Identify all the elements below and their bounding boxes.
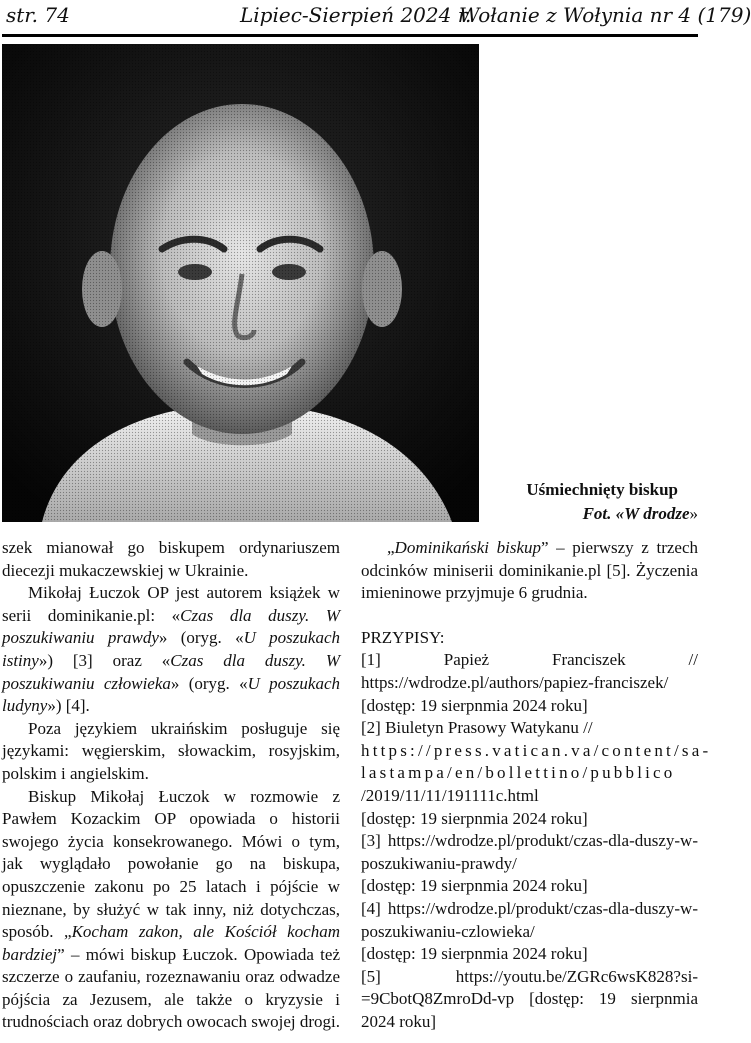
episode-title: Dominikański biskup [394,538,541,557]
footnote-2: [2] Biuletyn Prasowy Watykanu // [361,718,593,738]
left-column [2,537,340,1034]
text-run: » (oryg. « [170,673,248,693]
credit-prefix: Fot. « [582,504,625,523]
footnote-4-access: [dostęp: 19 sierpnmia 2024 roku] [361,944,588,964]
footnotes-title: PRZYPISY: [361,627,445,647]
paragraph-continuation: szek mianował go biskupem ordynariuszem diecezji mukaczewskiej w Ukrainie. [2,538,340,580]
credit-suffix: » [689,504,698,523]
footnote-3-access: [dostęp: 19 sierpnmia 2024 roku] [361,876,588,896]
text-run: „ [387,538,395,557]
footnote-5: [5] https://youtu.be/ZGRc6wsK828?si=9CbotQ8ZmroDd-vp [dostęp: 19 sierpnmia 2024 roku] [361,966,698,1031]
book-title: Czas dla duszy. W poszukiwaniu prawdy [2,605,340,648]
right-column [361,537,709,1033]
text-run: ” – mówi biskup Łuczok. Opowiada też szczerze o zaufaniu, rozeznawaniu oraz odwadze pójścia za Jezusem, ale także o kryzysie i trudnościach oraz dobrych owocach swojej drogi. [2,944,340,1032]
text-run: Biskup Mikołaj Łuczok w rozmowie z Pawłem Kozackim OP opowiada o historii swojego życia konsekrowanego. Mówi o tym, jak wyglądało powołanie go na biskupa, opuszczenie zakonu po 25 latach i pójście w nieznane, by służyć w tak inny, niż dotychczas, sposób. „ [2,786,340,942]
footnote-1-access: [dostęp: 19 sierpnmia 2024 roku] [361,695,588,715]
book-original-title: U poszukach istiny [2,628,340,670]
text-run: » (oryg. « [158,628,244,648]
book-original-title: U poszukach ludyny [2,673,340,716]
spacer [361,605,698,627]
footnote-2-url: https://press.vatican.va/content/salastampa/en/bollettino/pubblico [361,740,709,783]
footnote-1: [1] Papież Franciszek // https://wdrodze.pl/authors/papiez-franciszek/ [361,650,698,692]
text-run: ») [4]. [47,696,90,716]
footnote-4: [4] https://wdrodze.pl/produkt/czas-dla-duszy-w-poszukiwaniu-czlowieka/ [361,898,698,941]
paragraph-interview [2,786,340,1035]
text-run: ») [3] oraz « [38,650,171,670]
page-number: str. 74 [6,3,70,27]
portrait-illustration [2,44,479,522]
photo-credit [583,502,698,526]
book-title: Czas dla duszy. W poszukiwaniu człowieka [2,650,340,693]
credit-source: W drodze [624,504,690,523]
paragraph-languages: Poza językiem ukraińskim posługuje się językami: węgierskim, słowackim, rosyjskim, polskim i angielskim. [2,718,340,783]
paragraph-miniseries [361,537,698,605]
text-run: ” – pierwszy z trzech odcinków miniserii dominikanie.pl [5]. Życzenia imieninowe przyjmuje 6 grudnia. [361,538,698,603]
header-rule [2,34,698,37]
issue-date: Lipiec-Sierpień 2024 r. [240,3,472,27]
bishop-portrait-photo [2,44,479,522]
magazine-issue: Wołanie z Wołynia nr 4 (179) [459,3,751,27]
page-header [2,0,751,34]
caption-title: Uśmiechnięty biskup [526,480,678,499]
quote: Kocham zakon, ale Kościół kocham bardziej [2,922,340,964]
footnote-3: [3] https://wdrodze.pl/produkt/czas-dla-duszy-w-poszukiwaniu-prawdy/ [361,831,698,873]
footnote-2-access: [dostęp: 19 sierpnmia 2024 roku] [361,808,588,828]
footnote-2-url-end: /2019/11/11/191111c.html [361,785,539,805]
paragraph-books [2,582,340,718]
text-run: Mikołaj Łuczok OP jest autorem książek w serii dominikanie.pl: « [2,583,340,625]
